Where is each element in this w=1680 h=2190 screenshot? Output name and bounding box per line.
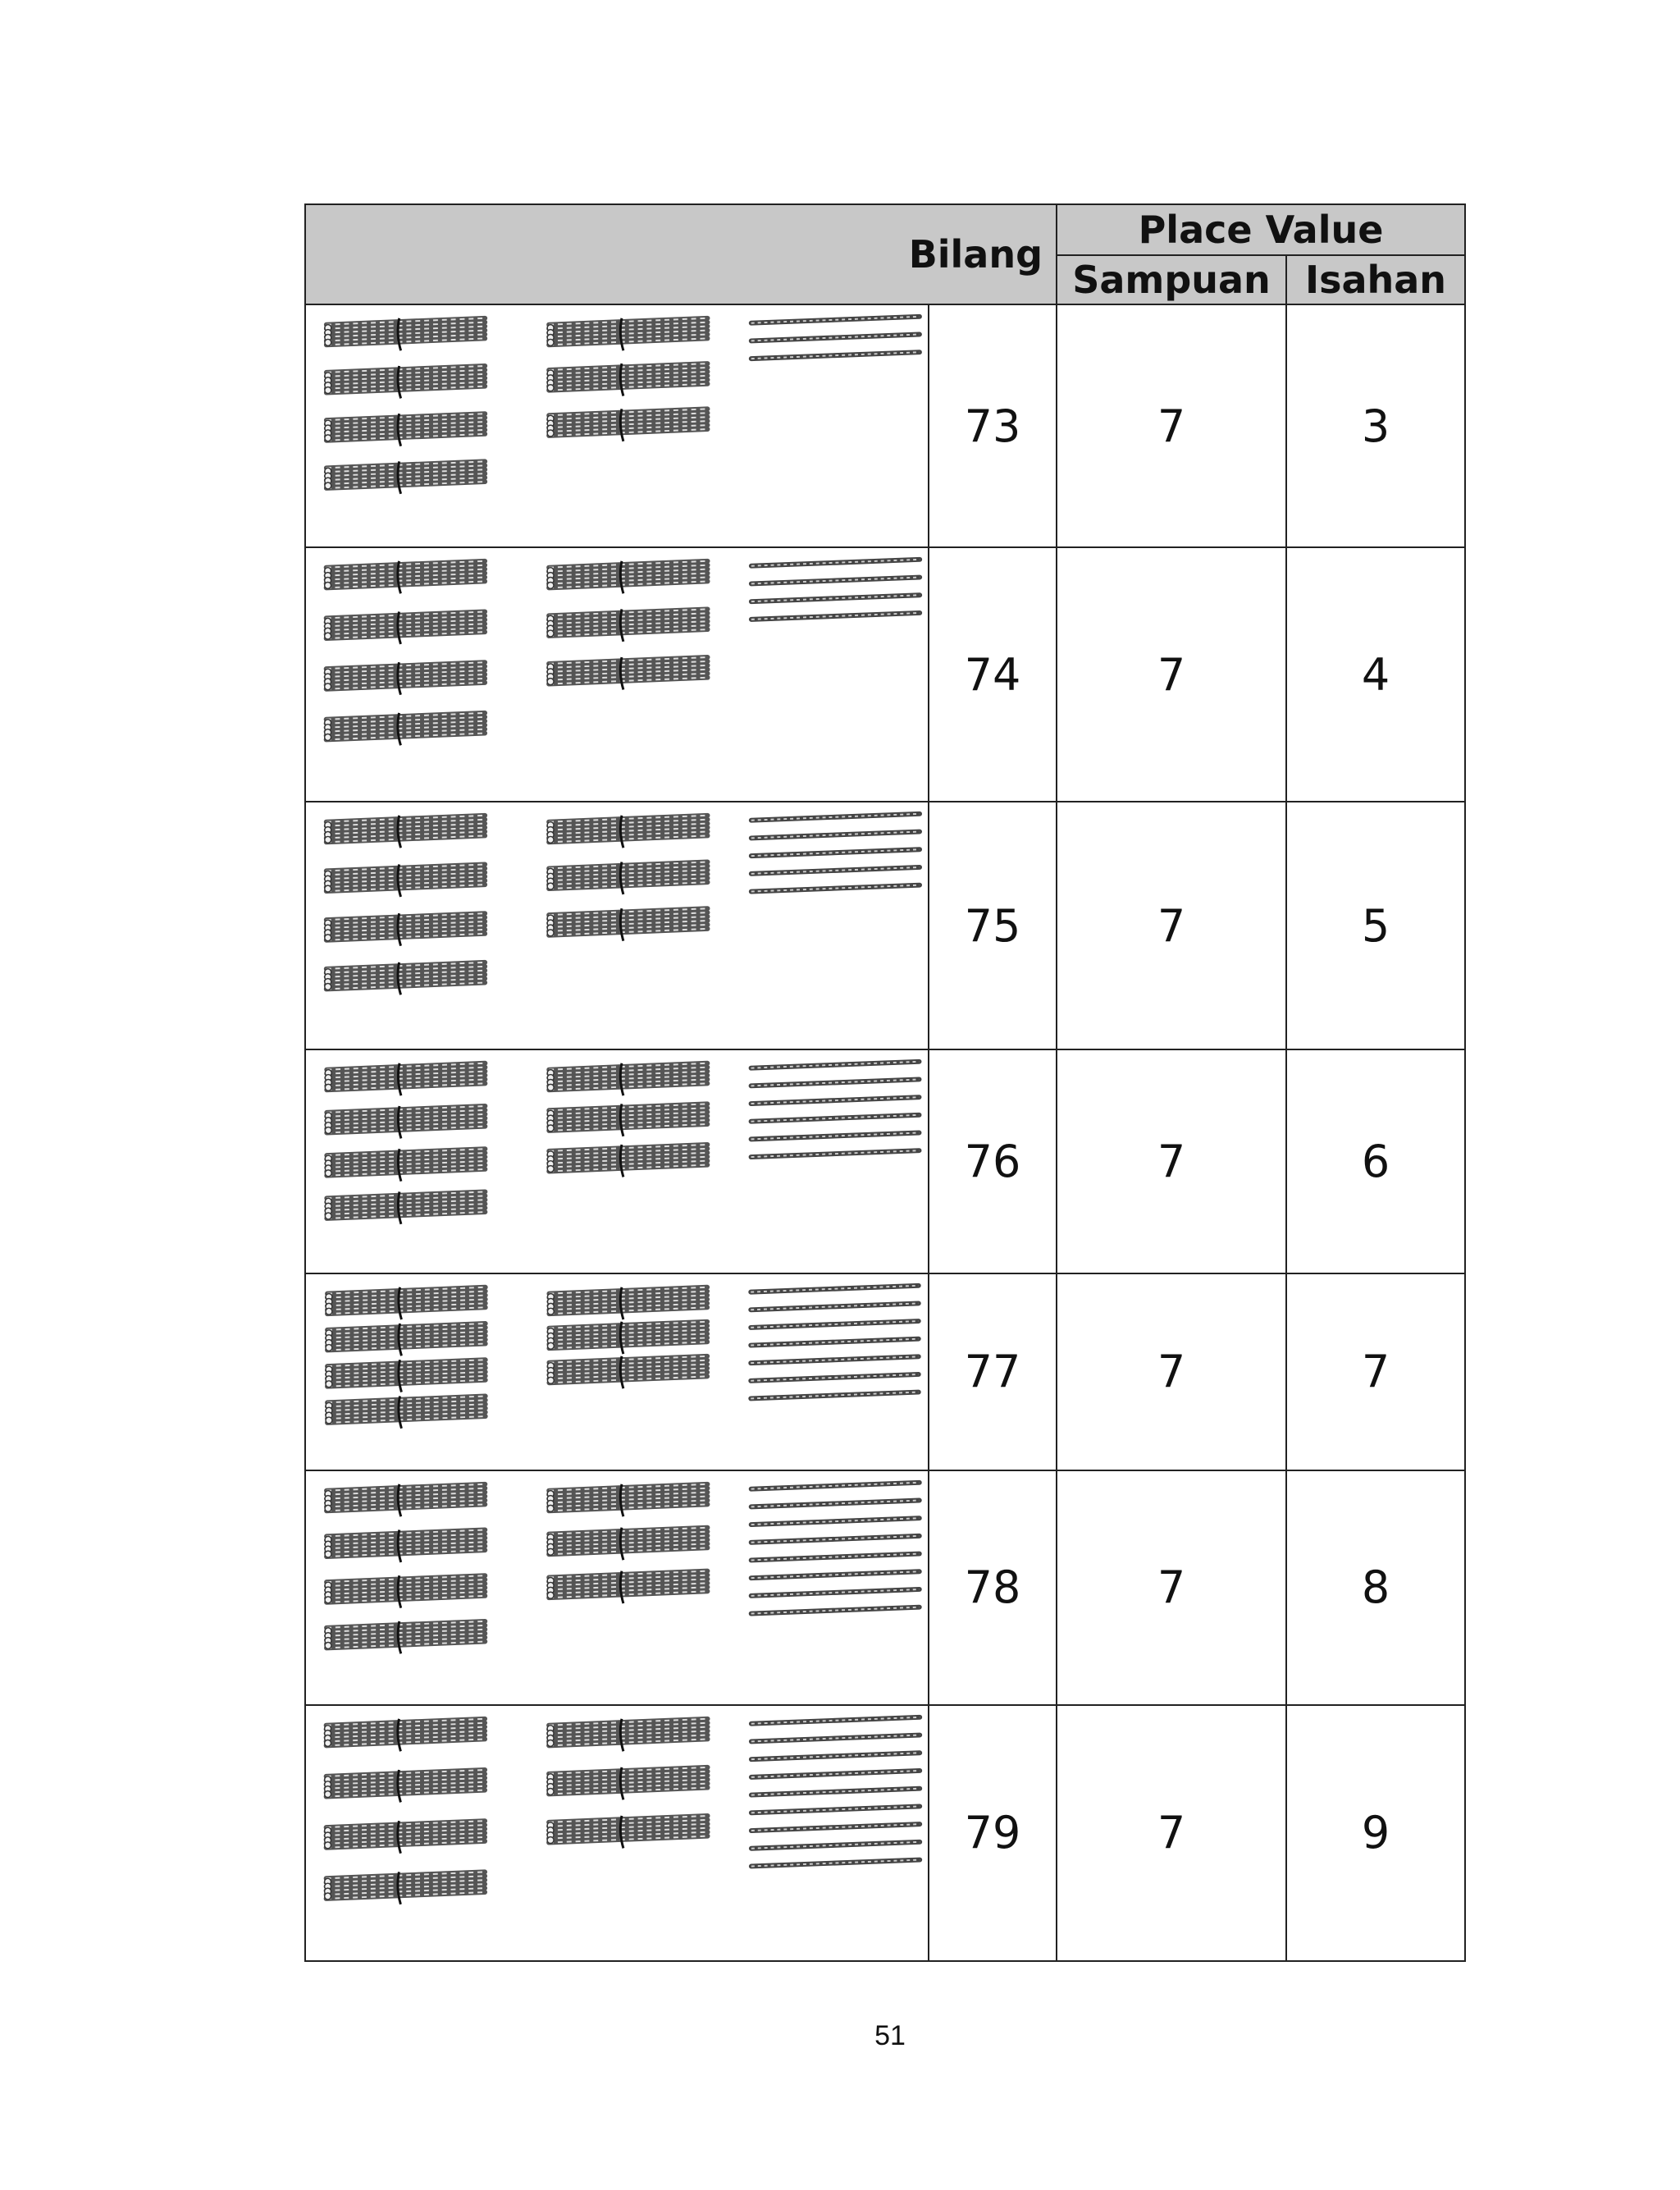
single-stick-icon [751, 1735, 920, 1741]
stick-bundle-icon [547, 1321, 707, 1353]
stick-bundle-icon [325, 1770, 485, 1802]
single-stick-icon [751, 1062, 920, 1068]
cell-bilang: 78 [929, 1470, 1057, 1705]
sticks-figure [306, 305, 929, 545]
stick-bundle-icon [547, 1104, 707, 1136]
stick-bundle-icon [325, 1719, 485, 1751]
stick-bundle-icon [325, 1106, 485, 1138]
place-value-worksheet [304, 203, 1464, 1962]
header-isahan: Isahan [1286, 255, 1465, 304]
stick-bundle-icon [325, 561, 485, 593]
single-stick-icon [751, 1500, 920, 1506]
single-stick-icon [751, 1151, 920, 1158]
single-stick-icon [751, 814, 920, 821]
single-stick-icon [751, 613, 920, 620]
single-stick-icon [751, 1356, 919, 1363]
stick-bundle-icon [547, 908, 707, 940]
single-stick-icon [751, 1338, 919, 1345]
stick-bundle-icon [547, 561, 707, 593]
cell-bilang: 75 [929, 802, 1057, 1049]
table-row [305, 802, 1465, 1049]
stick-bundle-icon [547, 1816, 707, 1848]
cell-sampuan: 7 [1057, 1470, 1286, 1705]
stick-bundle-icon [325, 1821, 485, 1853]
stick-bundle-icon [325, 1529, 485, 1561]
single-stick-icon [751, 1392, 919, 1398]
single-stick-icon [751, 885, 920, 892]
stick-bundle-icon [547, 1527, 707, 1559]
stick-bundle-icon [547, 1287, 707, 1319]
single-stick-icon [751, 1536, 920, 1543]
single-stick-icon [751, 1859, 920, 1866]
cell-isahan: 3 [1286, 304, 1465, 547]
single-stick-icon [751, 1571, 920, 1578]
sticks-figure [306, 802, 929, 1047]
sticks-illustration [305, 1470, 929, 1705]
cell-sampuan: 7 [1057, 802, 1286, 1049]
single-stick-icon [751, 1553, 920, 1560]
stick-bundle-icon [547, 1145, 707, 1177]
single-stick-icon [751, 1285, 919, 1292]
cell-sampuan: 7 [1057, 304, 1286, 547]
sticks-figure [306, 1050, 929, 1270]
stick-bundle-icon [325, 366, 485, 398]
cell-bilang: 76 [929, 1049, 1057, 1273]
place-value-table [304, 203, 1466, 1962]
stick-bundle-icon [325, 962, 485, 994]
cell-bilang: 73 [929, 304, 1057, 547]
cell-isahan: 5 [1286, 802, 1465, 1049]
stick-bundle-icon [547, 363, 707, 395]
stick-bundle-icon [547, 318, 707, 350]
cell-isahan: 6 [1286, 1049, 1465, 1273]
single-stick-icon [751, 1374, 919, 1380]
single-stick-icon [751, 1717, 920, 1724]
table-row [305, 304, 1465, 547]
cell-isahan: 7 [1286, 1273, 1465, 1470]
stick-bundle-icon [325, 865, 485, 897]
stick-bundle-icon [326, 1360, 486, 1392]
stick-bundle-icon [547, 409, 707, 441]
stick-bundle-icon [325, 1150, 485, 1182]
single-stick-icon [751, 595, 920, 601]
cell-isahan: 8 [1286, 1470, 1465, 1705]
sticks-illustration [305, 547, 929, 802]
stick-bundle-icon [325, 461, 485, 493]
table-row [305, 1049, 1465, 1273]
single-stick-icon [751, 1482, 920, 1488]
single-stick-icon [751, 560, 920, 566]
header-sampuan: Sampuan [1057, 255, 1286, 304]
stick-bundle-icon [547, 610, 707, 642]
single-stick-icon [751, 1842, 920, 1849]
stick-bundle-icon [325, 414, 485, 446]
table-row [305, 547, 1465, 802]
single-stick-icon [751, 1788, 920, 1795]
table-row [305, 1273, 1465, 1470]
cell-bilang: 77 [929, 1273, 1057, 1470]
stick-bundle-icon [325, 1575, 485, 1607]
stick-bundle-icon [326, 1287, 486, 1319]
stick-bundle-icon [325, 1621, 485, 1653]
stick-bundle-icon [547, 1719, 707, 1751]
single-stick-icon [751, 578, 920, 584]
single-stick-icon [751, 1518, 920, 1525]
stick-bundle-icon [547, 1767, 707, 1799]
cell-bilang: 79 [929, 1705, 1057, 1961]
stick-bundle-icon [325, 1872, 485, 1904]
single-stick-icon [751, 1607, 920, 1613]
stick-bundle-icon [325, 662, 485, 694]
stick-bundle-icon [325, 913, 485, 945]
header-bilang: Bilang [305, 204, 1057, 304]
single-stick-icon [751, 1771, 920, 1777]
sticks-illustration [305, 1705, 929, 1961]
single-stick-icon [751, 850, 920, 857]
stick-bundle-icon [547, 1063, 707, 1095]
cell-bilang: 74 [929, 547, 1057, 802]
table-row [305, 1705, 1465, 1961]
single-stick-icon [751, 335, 920, 341]
single-stick-icon [751, 832, 920, 839]
single-stick-icon [751, 867, 920, 874]
single-stick-icon [751, 1080, 920, 1086]
cell-sampuan: 7 [1057, 1049, 1286, 1273]
single-stick-icon [751, 1824, 920, 1831]
sticks-illustration [305, 802, 929, 1049]
stick-bundle-icon [547, 816, 707, 848]
stick-bundle-icon [547, 657, 707, 689]
stick-bundle-icon [547, 1484, 707, 1516]
stick-bundle-icon [326, 1324, 486, 1356]
cell-isahan: 9 [1286, 1705, 1465, 1961]
single-stick-icon [751, 352, 920, 359]
sticks-figure [306, 548, 929, 799]
stick-bundle-icon [326, 1396, 486, 1428]
cell-isahan: 4 [1286, 547, 1465, 802]
stick-bundle-icon [547, 1570, 707, 1602]
table-row [305, 1470, 1465, 1705]
stick-bundle-icon [325, 1063, 485, 1095]
sticks-illustration [305, 304, 929, 547]
single-stick-icon [751, 317, 920, 323]
sticks-figure [306, 1706, 929, 1959]
sticks-illustration [305, 1273, 929, 1470]
single-stick-icon [751, 1806, 920, 1813]
stick-bundle-icon [325, 713, 485, 745]
single-stick-icon [751, 1321, 919, 1328]
stick-bundle-icon [325, 1484, 485, 1516]
page-number: 51 [874, 2020, 906, 2051]
single-stick-icon [751, 1753, 920, 1759]
single-stick-icon [751, 1115, 920, 1122]
stick-bundle-icon [547, 862, 707, 894]
single-stick-icon [751, 1589, 920, 1596]
stick-bundle-icon [325, 612, 485, 644]
stick-bundle-icon [325, 318, 485, 350]
single-stick-icon [751, 1098, 920, 1104]
stick-bundle-icon [325, 816, 485, 848]
sticks-illustration [305, 1049, 929, 1273]
stick-bundle-icon [325, 1192, 485, 1224]
stick-bundle-icon [547, 1356, 707, 1388]
cell-sampuan: 7 [1057, 1273, 1286, 1470]
header-place-value: Place Value [1057, 204, 1465, 255]
table-body [305, 304, 1465, 1961]
single-stick-icon [751, 1133, 920, 1140]
sticks-figure [306, 1274, 929, 1468]
cell-sampuan: 7 [1057, 547, 1286, 802]
single-stick-icon [751, 1303, 919, 1310]
cell-sampuan: 7 [1057, 1705, 1286, 1961]
sticks-figure [306, 1471, 929, 1703]
